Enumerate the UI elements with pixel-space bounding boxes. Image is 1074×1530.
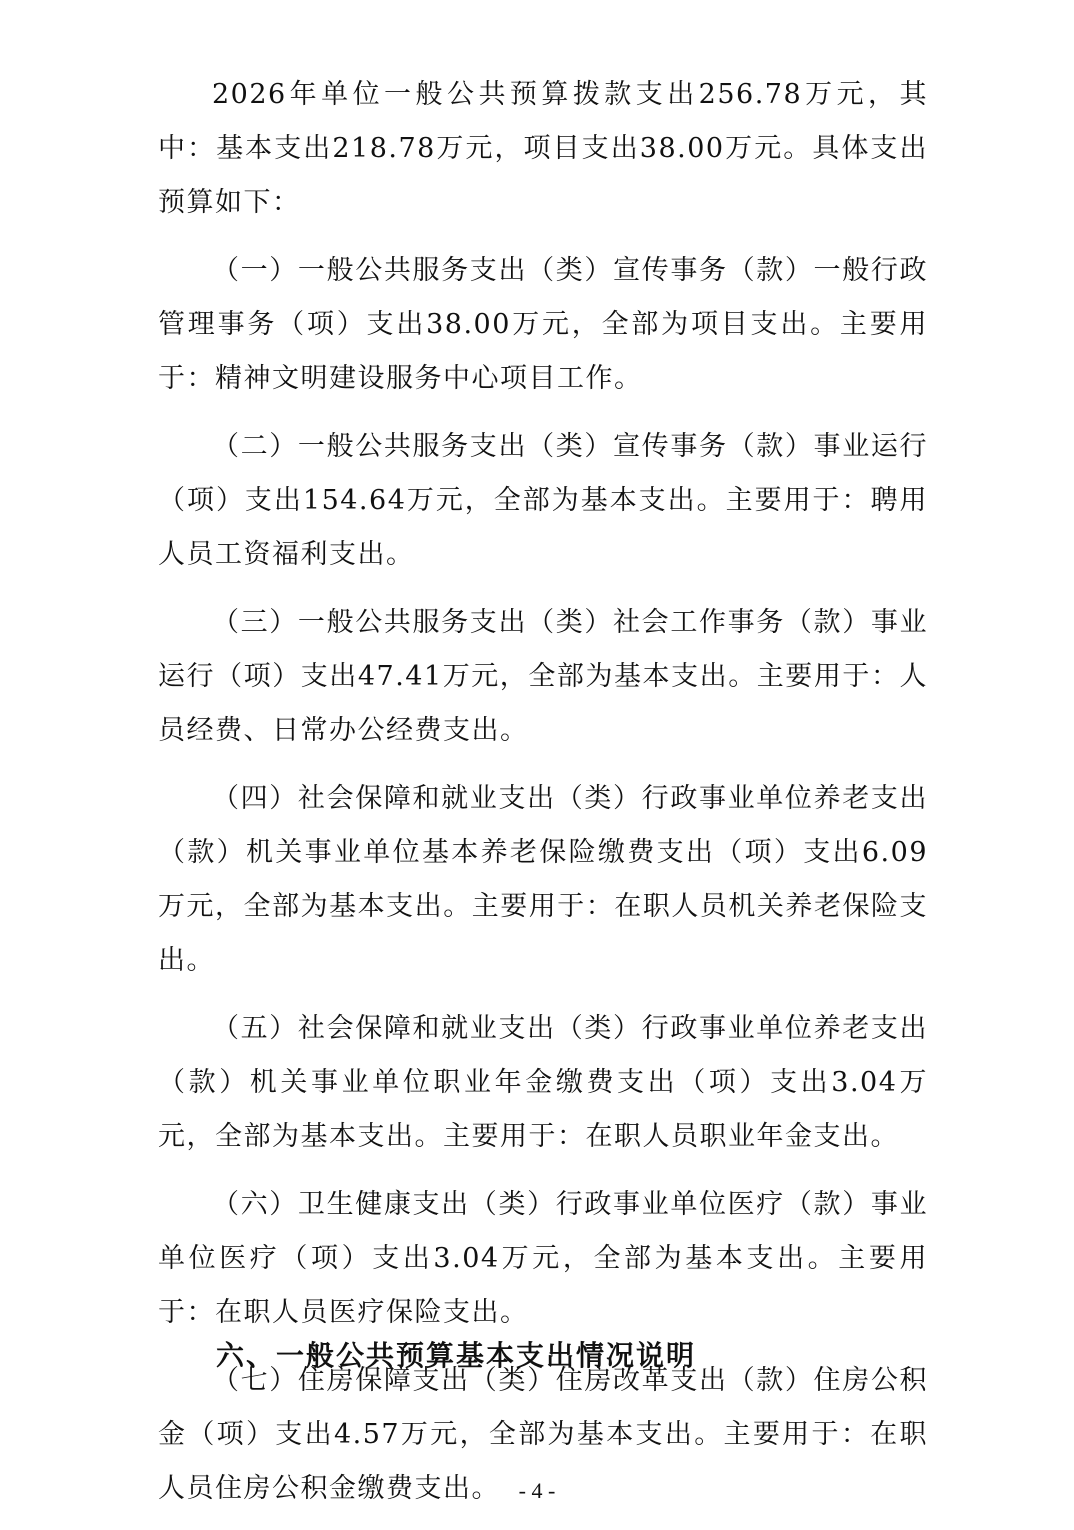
paragraph-item-6: （六）卫生健康支出（类）行政事业单位医疗（款）事业单位医疗（项）支出3.04万元，全部为基本支出。主要用于：在职人员医疗保险支出。 (158, 1189, 928, 1328)
document-body (158, 68, 928, 1530)
section-heading: 六、一般公共预算基本支出情况说明 (216, 1339, 697, 1372)
paragraph-item-4: （四）社会保障和就业支出（类）行政事业单位养老支出（款）机关事业单位基本养老保险缴费支出（项）支出6.09万元，全部为基本支出。主要用于：在职人员机关养老保险支出。 (158, 783, 928, 976)
paragraph-item-1: （一）一般公共服务支出（类）宣传事务（款）一般行政管理事务（项）支出38.00万元，全部为项目支出。主要用于：精神文明建设服务中心项目工作。 (158, 255, 928, 394)
paragraph-item-3: （三）一般公共服务支出（类）社会工作事务（款）事业运行（项）支出47.41万元，全部为基本支出。主要用于：人员经费、日常办公经费支出。 (158, 607, 928, 746)
paragraph-item-7: （七）住房保障支出（类）住房改革支出（款）住房公积金（项）支出4.57万元，全部为基本支出。主要用于：在职人员住房公积金缴费支出。 (158, 1365, 928, 1504)
paragraph-budget-summary: 2026年单位一般公共预算拨款支出256.78万元，其中：基本支出218.78万元，项目支出38.00万元。具体支出预算如下： (158, 79, 928, 218)
page-number: - 4 - (518, 1478, 556, 1503)
paragraph-item-2: （二）一般公共服务支出（类）宣传事务（款）事业运行（项）支出154.64万元，全部为基本支出。主要用于：聘用人员工资福利支出。 (158, 431, 928, 570)
paragraph-item-5: （五）社会保障和就业支出（类）行政事业单位养老支出（款）机关事业单位职业年金缴费支出（项）支出3.04万元，全部为基本支出。主要用于：在职人员职业年金支出。 (158, 1013, 928, 1152)
